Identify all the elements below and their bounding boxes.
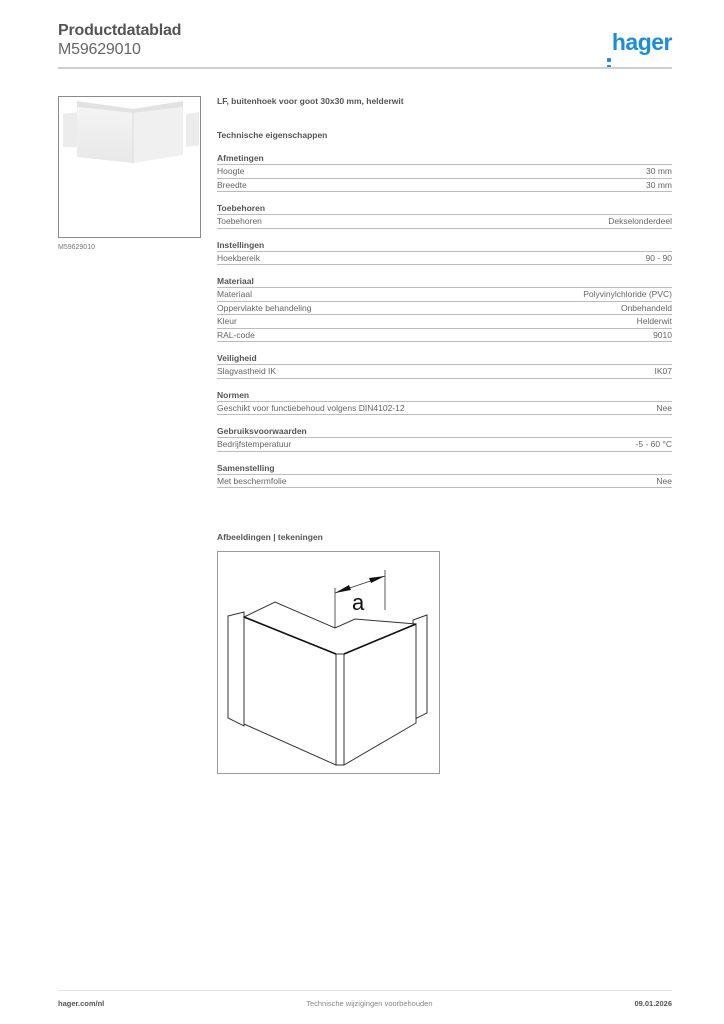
spec-panel: [217, 96, 672, 488]
spec-label: Kleur: [217, 316, 237, 326]
spec-group-materiaal: [217, 275, 672, 342]
spec-label: Materiaal: [217, 289, 252, 299]
group-title: Afmetingen: [217, 152, 672, 165]
spec-label: Breedte: [217, 179, 247, 190]
spec-row: [217, 438, 672, 452]
spec-group-gebruiksvoorwaarden: [217, 425, 672, 452]
footer-divider: [58, 990, 672, 991]
section-title: Technische eigenschappen: [217, 130, 328, 140]
footer-date: 09.01.2026: [634, 999, 672, 1008]
spec-value: Dekselonderdeel: [608, 216, 672, 226]
group-title: Materiaal: [217, 275, 672, 288]
group-title: Instellingen: [217, 239, 672, 252]
spec-label: Oppervlakte behandeling: [217, 302, 312, 313]
logo-text: hager: [611, 29, 672, 55]
spec-label: Toebehoren: [217, 216, 262, 226]
spec-label: RAL-code: [217, 329, 255, 340]
spec-value: Onbehandeld: [620, 302, 672, 313]
page-footer: [58, 999, 672, 1008]
group-title: Gebruiksvoorwaarden: [217, 425, 672, 438]
spec-row: [217, 365, 672, 379]
product-description: LF, buitenhoek voor goot 30x30 mm, helderwit: [217, 96, 404, 106]
spec-value: 9010: [653, 329, 672, 340]
spec-label: Geschikt voor functiebehoud volgens DIN4102-12: [217, 402, 405, 413]
spec-label: Met beschermfolie: [217, 475, 287, 486]
spec-label: Hoekbereik: [217, 252, 260, 263]
spec-value: IK07: [654, 366, 672, 376]
spec-group-samenstelling: [217, 462, 672, 489]
technical-drawing: [217, 551, 440, 774]
spec-group-toebehoren: [217, 202, 672, 229]
spec-row: [217, 402, 672, 416]
dimension-label: a: [352, 590, 365, 615]
spec-row: [217, 475, 672, 489]
header-divider: [58, 67, 672, 69]
spec-value: Helderwit: [636, 316, 672, 326]
group-title: Normen: [217, 389, 672, 402]
group-title: Toebehoren: [217, 202, 672, 215]
spec-row: [217, 252, 672, 266]
spec-group-instellingen: [217, 239, 672, 266]
page-header: [58, 21, 672, 69]
group-title: Samenstelling: [217, 462, 672, 475]
spec-group-veiligheid: [217, 352, 672, 379]
spec-value: Nee: [656, 475, 672, 486]
spec-label: Slagvastheid IK: [217, 366, 277, 376]
product-number: M59629010: [58, 41, 141, 58]
spec-label: Bedrijfstemperatuur: [217, 439, 292, 449]
document-title: Productdatablad: [58, 22, 182, 39]
spec-group-normen: [217, 389, 672, 416]
spec-row: [217, 215, 672, 229]
spec-row: [217, 288, 672, 302]
spec-value: Polyvinylchloride (PVC): [583, 289, 672, 299]
product-photo-icon: [59, 97, 200, 237]
hager-logo: [607, 29, 672, 56]
spec-label: Hoogte: [217, 166, 245, 176]
spec-row: [217, 315, 672, 329]
spec-group-afmetingen: [217, 152, 672, 192]
spec-value: -5 - 60 °C: [635, 439, 672, 449]
spec-row: [217, 302, 672, 316]
spec-row: [217, 165, 672, 179]
spec-value: 30 mm: [646, 179, 672, 190]
thumbnail-caption: M59629010: [58, 244, 95, 251]
spec-value: 90 - 90: [645, 252, 672, 263]
product-thumbnail: [58, 96, 201, 238]
spec-value: Nee: [656, 402, 672, 413]
images-section-title: Afbeeldingen | tekeningen: [217, 532, 323, 542]
spec-row: [217, 179, 672, 193]
group-title: Veiligheid: [217, 352, 672, 365]
footer-notice: Technische wijzigingen voorbehouden: [306, 999, 433, 1008]
spec-value: 30 mm: [646, 166, 672, 176]
spec-row: [217, 329, 672, 343]
website-link[interactable]: hager.com/nl: [58, 999, 105, 1008]
outer-corner-drawing-icon: [218, 552, 439, 773]
